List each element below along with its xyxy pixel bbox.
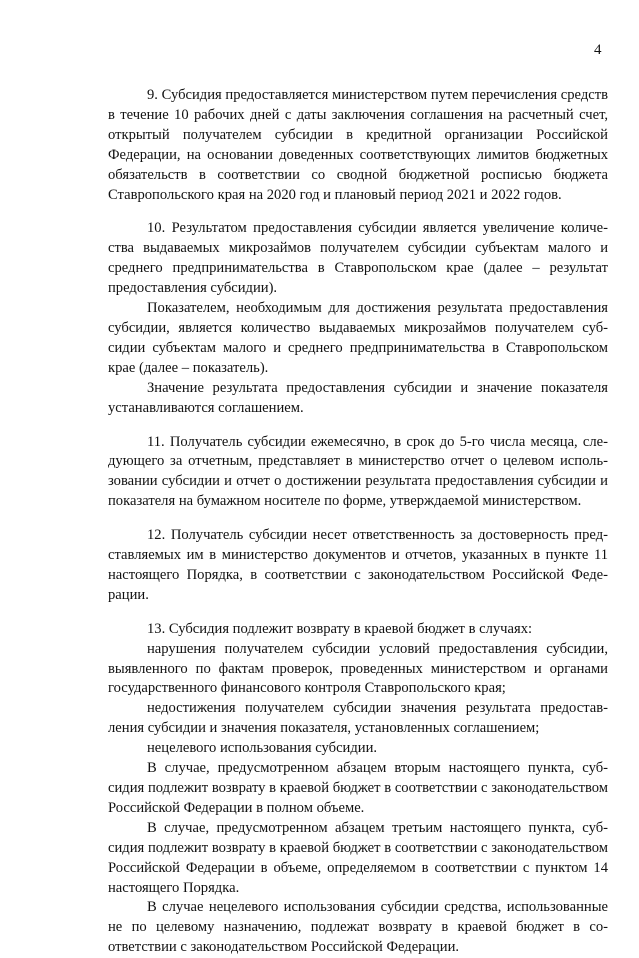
document-body: [108, 86, 608, 958]
page-number: 4: [594, 42, 602, 58]
paragraph-13-third-clause: В случае, предусмотренном абзацем третьим настоящего пункта, субсидия подлежит возврату в краевой бюджет в соответствии с законодательством Российской Федерации в объеме, определяемом в соответствии с пунктом 14 настоящего Порядка.: [108, 819, 608, 896]
paragraph-11: 11. Получатель субсидии ежемесячно, в срок до 5-го числа месяца, следующего за отчетным, представляет в министерство отчет о целевом использовании субсидии и отчет о достижении результата предоставления субсидии и показателя на бумажном носителе по форме, утверждаемой министерством.: [108, 433, 608, 510]
paragraph-10-values: Значение результата предоставления субсидии и значение показателя устанавливаются соглашением.: [108, 379, 608, 416]
paragraph-13: 13. Субсидия подлежит возврату в краевой бюджет в случаях:: [147, 620, 533, 637]
paragraph-13-second-clause: В случае, предусмотренном абзацем вторым настоящего пункта, субсидия подлежит возврату в краевой бюджет в соответствии с законодательством Российской Федерации в полном объеме.: [108, 760, 608, 816]
paragraph-9: 9. Субсидия предоставляется министерством путем перечисления средств в течение 10 рабочих дней с даты заключения соглашения на расчетный счет, открытый получателем субсидии в кредитной организации Российской Федерации, на основании доведенных соответствующих лимитов бюджетных обязательств в соответствии со сводной бюджетной росписью бюджета Ставропольского края на 2020 год и плановый период 2021 и 2022 годов.: [108, 87, 608, 203]
paragraph-13-misuse-clause: В случае нецелевого использования субсидии средства, использованные не по целевому назначению, подлежат возврату в краевой бюджет в соответствии с законодательством Российской Федерации.: [108, 899, 608, 956]
paragraph-13-case-violation: нарушения получателем субсидии условий предоставления субсидии, выявленного по фактам проверок, проведенных министерством и органами государственного финансового контроля Ставропольского края;: [108, 640, 608, 697]
paragraph-10: 10. Результатом предоставления субсидии является увеличение количества выдаваемых микрозаймов получателем субсидии субъектам малого и среднего предпринимательства в Ставропольском крае (далее – результат предоставления субсидии).: [108, 220, 608, 297]
paragraph-10-indicator: Показателем, необходимым для достижения результата предоставления субсидии, является количество выдаваемых микрозаймов получателем субсидии субъектам малого и среднего предпринимательства в Ставропольском крае (далее – показатель).: [108, 300, 608, 376]
paragraph-13-case-misuse: нецелевого использования субсидии.: [147, 740, 378, 757]
paragraph-12: 12. Получатель субсидии несет ответственность за достоверность представляемых им в министерство документов и отчетов, указанных в пункте 11 настоящего Порядка, в соответствии с законодательством Российской Федерации.: [108, 527, 608, 603]
paragraph-13-case-nonachievement: недостижения получателем субсидии значения результата предоставления субсидии и значения показателя, установленных соглашением;: [108, 700, 608, 737]
